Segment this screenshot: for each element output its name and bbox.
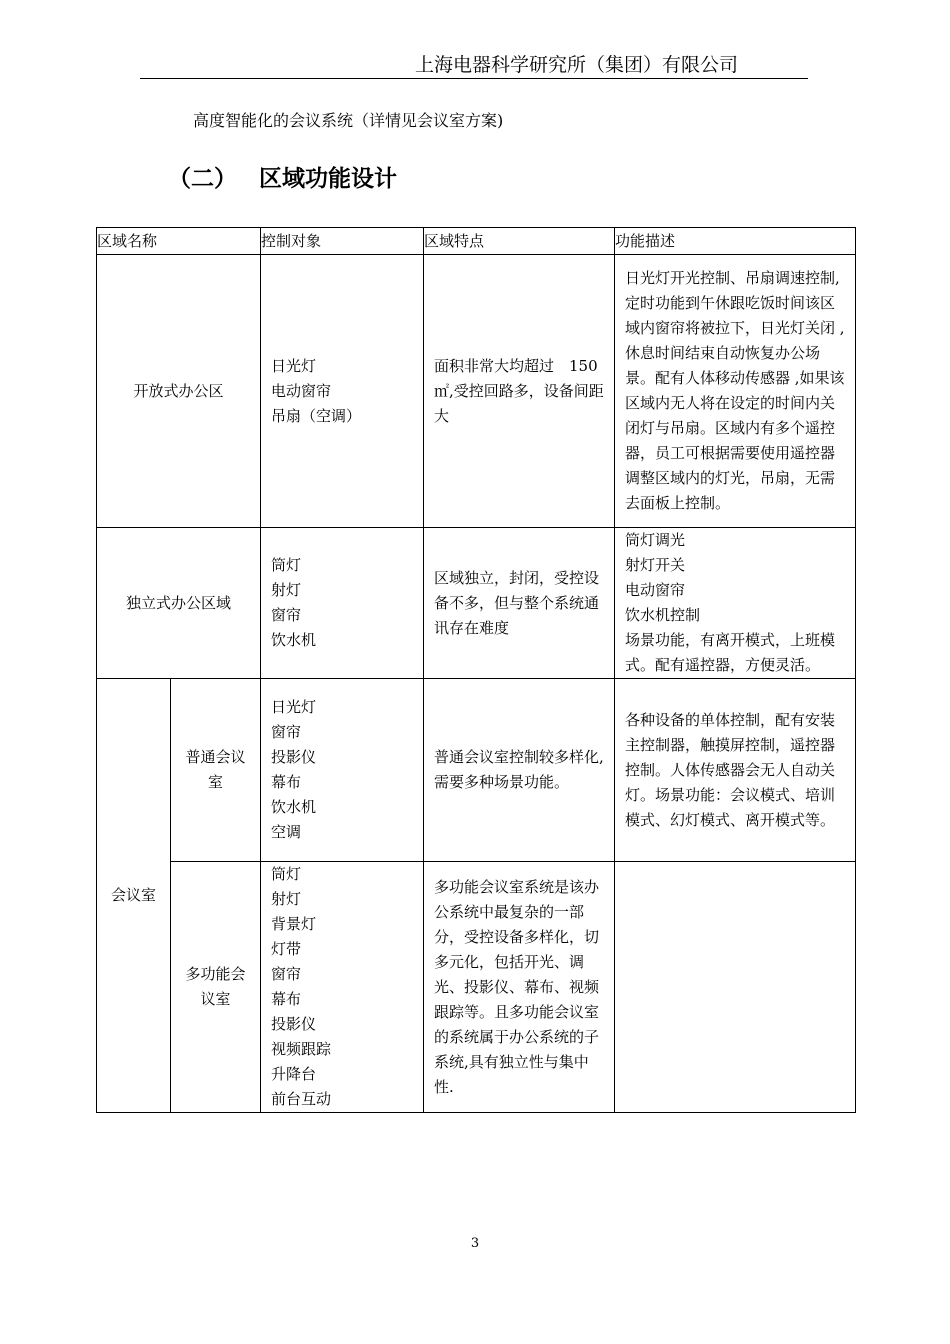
object-item: 投影仪 bbox=[271, 1015, 317, 1033]
control-objects bbox=[261, 862, 424, 1113]
function-description: 各种设备的单体控制，配有安装主控制器，触摸屏控制，遥控器控制。人体传感器会无人自动关灯。场景功能：会议模式、培训模式、幻灯模式、离开模式等。 bbox=[615, 679, 856, 862]
section-title: 区域功能设计 bbox=[259, 166, 397, 192]
area-name: 普通会议室 bbox=[171, 679, 261, 862]
object-item: 前台互动 bbox=[271, 1090, 332, 1108]
object-item: 日光灯 bbox=[271, 356, 317, 375]
object-item: 筒灯 bbox=[271, 865, 302, 883]
intro-line: 高度智能化的会议系统（详情见会议室方案) bbox=[193, 111, 504, 130]
object-item: 灯带 bbox=[271, 940, 302, 958]
object-item: 筒灯 bbox=[271, 556, 302, 574]
description-line: 电动窗帘 bbox=[625, 581, 686, 599]
object-item: 背景灯 bbox=[271, 915, 317, 933]
table-row bbox=[97, 255, 856, 528]
table-row bbox=[97, 679, 856, 862]
table-row bbox=[97, 528, 856, 679]
description-line: 场景功能，有离开模式，上班模式。配有遥控器，方便灵活。 bbox=[625, 631, 836, 674]
area-function-table bbox=[96, 227, 856, 1113]
object-item: 吊扇（空调） bbox=[271, 406, 362, 425]
object-item: 射灯 bbox=[271, 890, 302, 908]
object-item: 日光灯 bbox=[271, 698, 317, 716]
area-group-name: 会议室 bbox=[97, 679, 171, 1113]
function-description bbox=[615, 528, 856, 679]
function-description: 日光灯开光控制、吊扇调速控制,定时功能到午休跟吃饭时间该区域内窗帘将被拉下，日光灯关闭 ,休息时间结束自动恢复办公场景。配有人体移动传感器 ,如果该区域内无人将在设定的时间内关闭灯与吊扇。区域内有多个遥控器，员工可根据需要使用遥控器调整区域内的灯光，吊扇，无需去面板上控制。 bbox=[615, 255, 856, 528]
object-item: 升降台 bbox=[271, 1065, 317, 1083]
function-description bbox=[615, 862, 856, 1113]
object-item: 视频跟踪 bbox=[271, 1040, 332, 1058]
area-name: 独立式办公区域 bbox=[97, 528, 261, 679]
object-item: 窗帘 bbox=[271, 606, 302, 624]
header-features: 区域特点 bbox=[424, 228, 615, 255]
table-header-row bbox=[97, 228, 856, 255]
area-features: 普通会议室控制较多样化,需要多种场景功能。 bbox=[424, 679, 615, 862]
header-area: 区域名称 bbox=[97, 228, 261, 255]
description-line: 筒灯调光 bbox=[625, 531, 686, 549]
object-item: 空调 bbox=[271, 823, 302, 841]
header-description: 功能描述 bbox=[615, 228, 856, 255]
control-objects bbox=[261, 679, 424, 862]
company-header: 上海电器科学研究所（集团）有限公司 bbox=[415, 54, 739, 76]
area-features: 面积非常大均超过 150㎡,受控回路多，设备间距大 bbox=[424, 255, 615, 528]
area-name: 开放式办公区 bbox=[97, 255, 261, 528]
object-item: 幕布 bbox=[271, 773, 302, 791]
object-item: 窗帘 bbox=[271, 723, 302, 741]
object-item: 幕布 bbox=[271, 990, 302, 1008]
area-features: 区域独立，封闭，受控设备不多，但与整个系统通讯存在难度 bbox=[424, 528, 615, 679]
object-item: 射灯 bbox=[271, 581, 302, 599]
description-line: 射灯开关 bbox=[625, 556, 686, 574]
header-rule bbox=[140, 78, 808, 79]
table-row bbox=[97, 862, 856, 1113]
object-item: 饮水机 bbox=[271, 798, 317, 816]
page-number: 3 bbox=[470, 1236, 480, 1251]
header-objects: 控制对象 bbox=[261, 228, 424, 255]
section-heading bbox=[168, 160, 397, 193]
object-item: 电动窗帘 bbox=[271, 381, 332, 400]
object-item: 窗帘 bbox=[271, 965, 302, 983]
area-features: 多功能会议室系统是该办公系统中最复杂的一部分，受控设备多样化，切多元化，包括开光、调光、投影仪、幕布、视频跟踪等。且多功能会议室的系统属于办公系统的子系统,具有独立性与集中性. bbox=[424, 862, 615, 1113]
description-line: 饮水机控制 bbox=[625, 606, 701, 624]
section-number: （二） bbox=[168, 166, 237, 192]
control-objects bbox=[261, 255, 424, 528]
object-item: 投影仪 bbox=[271, 748, 317, 766]
control-objects bbox=[261, 528, 424, 679]
area-name: 多功能会议室 bbox=[171, 862, 261, 1113]
object-item: 饮水机 bbox=[271, 631, 317, 649]
